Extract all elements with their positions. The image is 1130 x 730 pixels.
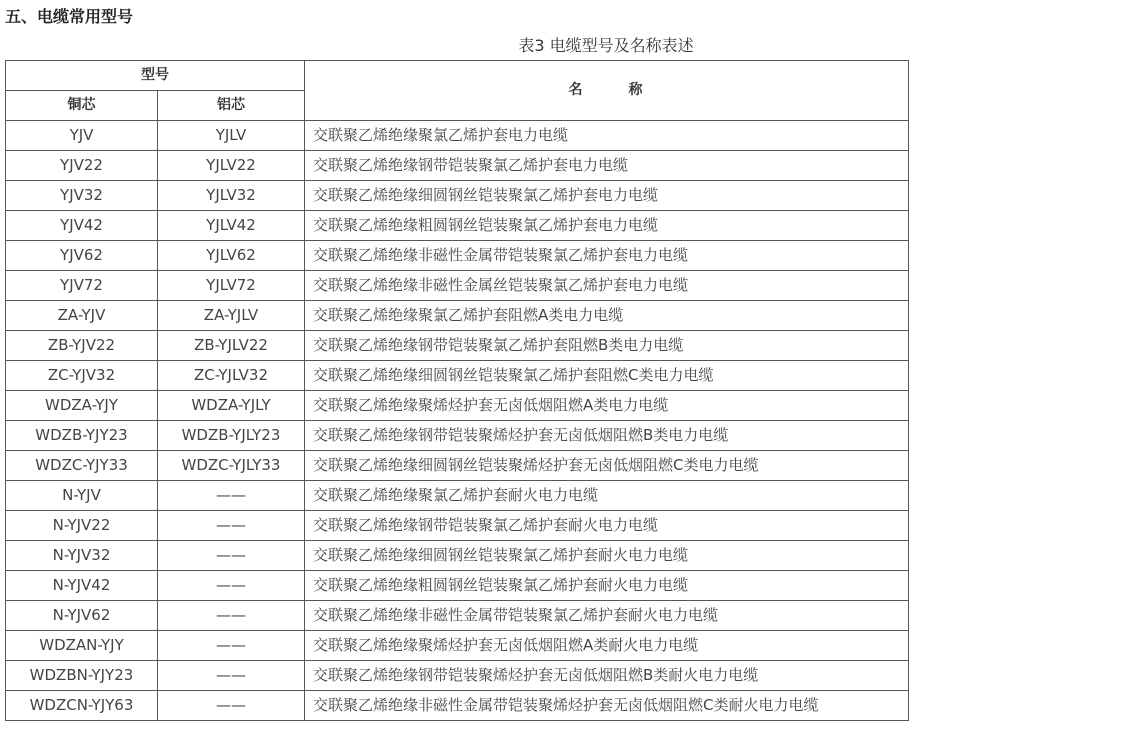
copper-model-cell: N-YJV42	[6, 571, 158, 601]
cable-name-cell: 交联聚乙烯绝缘粗圆钢丝铠装聚氯乙烯护套电力电缆	[305, 211, 909, 241]
aluminum-model-cell: ——	[158, 571, 305, 601]
cable-name-cell: 交联聚乙烯绝缘钢带铠装聚氯乙烯护套阻燃B类电力电缆	[305, 331, 909, 361]
cable-name-cell: 交联聚乙烯绝缘非磁性金属丝铠装聚氯乙烯护套电力电缆	[305, 271, 909, 301]
copper-model-cell: ZB-YJV22	[6, 331, 158, 361]
table-row	[6, 121, 909, 151]
cable-name-cell: 交联聚乙烯绝缘非磁性金属带铠装聚烯烃护套无卤低烟阻燃C类耐火电力电缆	[305, 691, 909, 721]
table-row	[6, 421, 909, 451]
header-name-left: 名	[568, 82, 585, 98]
cable-name-cell: 交联聚乙烯绝缘细圆钢丝铠装聚氯乙烯护套电力电缆	[305, 181, 909, 211]
cable-name-cell: 交联聚乙烯绝缘钢带铠装聚烯烃护套无卤低烟阻燃B类耐火电力电缆	[305, 661, 909, 691]
table-row	[6, 691, 909, 721]
header-name-right: 称	[628, 82, 645, 98]
table-row	[6, 361, 909, 391]
cable-name-cell: 交联聚乙烯绝缘细圆钢丝铠装聚氯乙烯护套耐火电力电缆	[305, 541, 909, 571]
header-aluminum: 铝芯	[158, 91, 305, 121]
table-row	[6, 571, 909, 601]
aluminum-model-cell: ——	[158, 631, 305, 661]
table-row	[6, 631, 909, 661]
table-row	[6, 241, 909, 271]
aluminum-model-cell: ——	[158, 481, 305, 511]
copper-model-cell: WDZAN-YJY	[6, 631, 158, 661]
cable-name-cell: 交联聚乙烯绝缘聚烯烃护套无卤低烟阻燃A类电力电缆	[305, 391, 909, 421]
cable-name-cell: 交联聚乙烯绝缘钢带铠装聚氯乙烯护套电力电缆	[305, 151, 909, 181]
cable-model-table	[5, 60, 909, 721]
copper-model-cell: WDZA-YJY	[6, 391, 158, 421]
aluminum-model-cell: WDZA-YJLY	[158, 391, 305, 421]
cable-name-cell: 交联聚乙烯绝缘钢带铠装聚烯烃护套无卤低烟阻燃B类电力电缆	[305, 421, 909, 451]
aluminum-model-cell: YJLV42	[158, 211, 305, 241]
copper-model-cell: YJV42	[6, 211, 158, 241]
copper-model-cell: YJV72	[6, 271, 158, 301]
copper-model-cell: N-YJV	[6, 481, 158, 511]
copper-model-cell: YJV32	[6, 181, 158, 211]
cable-name-cell: 交联聚乙烯绝缘聚氯乙烯护套阻燃A类电力电缆	[305, 301, 909, 331]
cable-name-cell: 交联聚乙烯绝缘细圆钢丝铠装聚氯乙烯护套阻燃C类电力电缆	[305, 361, 909, 391]
aluminum-model-cell: WDZC-YJLY33	[158, 451, 305, 481]
table-row	[6, 391, 909, 421]
copper-model-cell: N-YJV62	[6, 601, 158, 631]
aluminum-model-cell: ——	[158, 691, 305, 721]
copper-model-cell: WDZB-YJY23	[6, 421, 158, 451]
table-caption: 表3 电缆型号及名称表述	[518, 36, 694, 55]
aluminum-model-cell: ——	[158, 541, 305, 571]
table-header-row	[6, 61, 909, 91]
copper-model-cell: WDZBN-YJY23	[6, 661, 158, 691]
aluminum-model-cell: YJLV	[158, 121, 305, 151]
aluminum-model-cell: YJLV72	[158, 271, 305, 301]
table-row	[6, 661, 909, 691]
cable-name-cell: 交联聚乙烯绝缘粗圆钢丝铠装聚氯乙烯护套耐火电力电缆	[305, 571, 909, 601]
aluminum-model-cell: YJLV32	[158, 181, 305, 211]
cable-name-cell: 交联聚乙烯绝缘钢带铠装聚氯乙烯护套耐火电力电缆	[305, 511, 909, 541]
copper-model-cell: YJV	[6, 121, 158, 151]
aluminum-model-cell: WDZB-YJLY23	[158, 421, 305, 451]
table-row	[6, 331, 909, 361]
table-row	[6, 151, 909, 181]
aluminum-model-cell: ——	[158, 601, 305, 631]
table-row	[6, 541, 909, 571]
aluminum-model-cell: ——	[158, 661, 305, 691]
copper-model-cell: ZA-YJV	[6, 301, 158, 331]
aluminum-model-cell: YJLV22	[158, 151, 305, 181]
copper-model-cell: WDZCN-YJY63	[6, 691, 158, 721]
copper-model-cell: ZC-YJV32	[6, 361, 158, 391]
header-name	[305, 61, 909, 121]
cable-name-cell: 交联聚乙烯绝缘非磁性金属带铠装聚氯乙烯护套电力电缆	[305, 241, 909, 271]
copper-model-cell: N-YJV32	[6, 541, 158, 571]
cable-name-cell: 交联聚乙烯绝缘聚烯烃护套无卤低烟阻燃A类耐火电力电缆	[305, 631, 909, 661]
table-row	[6, 301, 909, 331]
copper-model-cell: N-YJV22	[6, 511, 158, 541]
table-body	[6, 121, 909, 721]
copper-model-cell: YJV22	[6, 151, 158, 181]
cable-name-cell: 交联聚乙烯绝缘非磁性金属带铠装聚氯乙烯护套耐火电力电缆	[305, 601, 909, 631]
table-row	[6, 271, 909, 301]
aluminum-model-cell: ZB-YJLV22	[158, 331, 305, 361]
cable-name-cell: 交联聚乙烯绝缘细圆钢丝铠装聚烯烃护套无卤低烟阻燃C类电力电缆	[305, 451, 909, 481]
cable-name-cell: 交联聚乙烯绝缘聚氯乙烯护套电力电缆	[305, 121, 909, 151]
copper-model-cell: WDZC-YJY33	[6, 451, 158, 481]
header-copper: 铜芯	[6, 91, 158, 121]
table-row	[6, 451, 909, 481]
header-model: 型号	[6, 61, 305, 91]
aluminum-model-cell: ZA-YJLV	[158, 301, 305, 331]
table-row	[6, 511, 909, 541]
section-title: 五、电缆常用型号	[5, 7, 134, 26]
table-row	[6, 181, 909, 211]
table-row	[6, 481, 909, 511]
cable-name-cell: 交联聚乙烯绝缘聚氯乙烯护套耐火电力电缆	[305, 481, 909, 511]
aluminum-model-cell: ZC-YJLV32	[158, 361, 305, 391]
aluminum-model-cell: ——	[158, 511, 305, 541]
copper-model-cell: YJV62	[6, 241, 158, 271]
table-row	[6, 601, 909, 631]
table-row	[6, 211, 909, 241]
aluminum-model-cell: YJLV62	[158, 241, 305, 271]
